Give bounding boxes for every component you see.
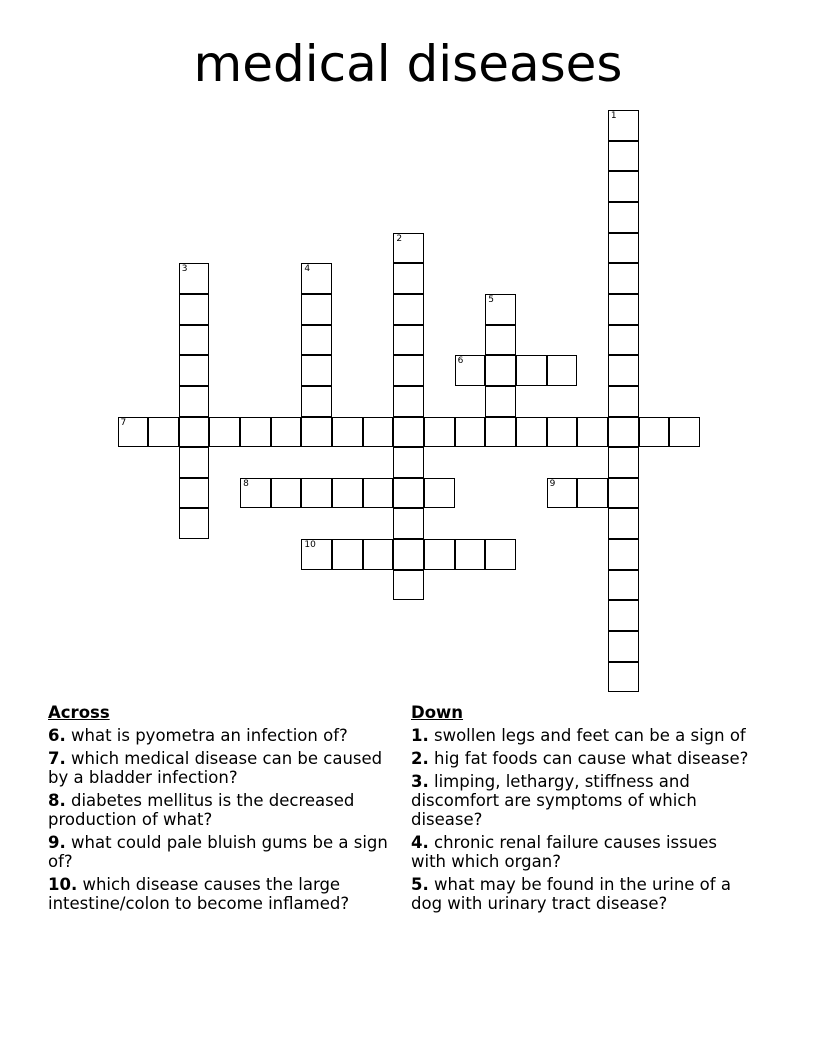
cell-number: 7 <box>120 417 127 428</box>
grid-cell[interactable] <box>424 539 455 570</box>
grid-cell[interactable] <box>271 417 302 448</box>
clue-across-10 <box>48 875 388 913</box>
grid-cell[interactable] <box>485 386 516 417</box>
grid-cell[interactable] <box>608 141 639 172</box>
grid-cell[interactable] <box>485 355 516 386</box>
clue-number: 8. <box>48 791 66 810</box>
grid-cell[interactable] <box>393 263 424 294</box>
grid-cell[interactable] <box>608 478 639 509</box>
grid-cell[interactable] <box>485 294 516 325</box>
grid-cell[interactable] <box>179 325 210 356</box>
clue-text: chronic renal failure causes issues with which organ? <box>411 833 717 871</box>
cell-number: 2 <box>396 233 403 244</box>
grid-cell[interactable] <box>608 600 639 631</box>
grid-cell[interactable] <box>608 631 639 662</box>
cell-number: 5 <box>488 294 495 305</box>
grid-cell[interactable] <box>363 478 394 509</box>
clue-number: 4. <box>411 833 429 852</box>
clue-down-1 <box>411 726 756 745</box>
cell-number: 6 <box>457 356 464 367</box>
clue-across-8 <box>48 791 388 829</box>
clue-text: which disease causes the large intestine/colon to become inflamed? <box>48 875 350 913</box>
clue-across-7 <box>48 749 388 787</box>
clue-text: limping, lethargy, stiffness and discomfort are symptoms of which disease? <box>411 772 697 829</box>
grid-cell[interactable] <box>516 355 547 386</box>
grid-cell[interactable] <box>179 417 210 448</box>
grid-cell[interactable] <box>608 294 639 325</box>
grid-cell[interactable] <box>271 478 302 509</box>
grid-cell[interactable] <box>301 355 332 386</box>
clue-number: 1. <box>411 726 429 745</box>
grid-cell[interactable] <box>301 294 332 325</box>
grid-cell[interactable] <box>608 263 639 294</box>
grid-cell[interactable] <box>608 171 639 202</box>
clue-number: 2. <box>411 749 429 768</box>
grid-cell[interactable] <box>363 417 394 448</box>
clue-number: 6. <box>48 726 66 745</box>
grid-cell[interactable] <box>608 662 639 693</box>
clue-across-6 <box>48 726 388 745</box>
grid-cell[interactable] <box>577 417 608 448</box>
grid-cell[interactable] <box>608 539 639 570</box>
grid-cell[interactable] <box>455 417 486 448</box>
grid-cell[interactable] <box>608 508 639 539</box>
grid-cell[interactable] <box>240 478 271 509</box>
grid-cell[interactable] <box>485 325 516 356</box>
grid-cell[interactable] <box>179 386 210 417</box>
grid-cell[interactable] <box>240 417 271 448</box>
grid-cell[interactable] <box>301 325 332 356</box>
grid-cell[interactable] <box>301 417 332 448</box>
grid-cell[interactable] <box>363 539 394 570</box>
grid-cell[interactable] <box>332 478 363 509</box>
clue-across-9 <box>48 833 388 871</box>
grid-cell[interactable] <box>301 386 332 417</box>
grid-cell[interactable] <box>301 478 332 509</box>
grid-cell[interactable] <box>179 355 210 386</box>
grid-cell[interactable] <box>608 110 639 141</box>
grid-cell[interactable] <box>608 447 639 478</box>
grid-cell[interactable] <box>455 539 486 570</box>
grid-cell[interactable] <box>179 508 210 539</box>
grid-cell[interactable] <box>179 478 210 509</box>
grid-cell[interactable] <box>485 417 516 448</box>
grid-cell[interactable] <box>455 355 486 386</box>
grid-cell[interactable] <box>332 539 363 570</box>
clue-text: which medical disease can be caused by a bladder infection? <box>48 749 383 787</box>
down-clues <box>411 703 756 917</box>
clue-text: what may be found in the urine of a dog with urinary tract disease? <box>411 875 731 913</box>
clue-number: 3. <box>411 772 429 791</box>
grid-cell[interactable] <box>577 478 608 509</box>
grid-cell[interactable] <box>516 417 547 448</box>
clue-text: swollen legs and feet can be a sign of <box>434 726 746 745</box>
clue-number: 5. <box>411 875 429 894</box>
clue-down-2 <box>411 749 756 768</box>
grid-cell[interactable] <box>148 417 179 448</box>
cell-number: 4 <box>304 264 311 275</box>
grid-cell[interactable] <box>393 570 424 601</box>
clue-number: 10. <box>48 875 78 894</box>
cell-number: 10 <box>304 540 316 551</box>
across-clues <box>48 703 388 917</box>
grid-cell[interactable] <box>332 417 363 448</box>
grid-cell[interactable] <box>485 539 516 570</box>
clue-text: what is pyometra an infection of? <box>71 726 348 745</box>
grid-cell[interactable] <box>393 355 424 386</box>
grid-cell[interactable] <box>179 294 210 325</box>
across-heading: Across <box>48 703 110 722</box>
clue-text: diabetes mellitus is the decreased production of what? <box>48 791 355 829</box>
down-heading: Down <box>411 703 464 722</box>
grid-cell[interactable] <box>118 417 149 448</box>
grid-cell[interactable] <box>669 417 700 448</box>
grid-cell[interactable] <box>209 417 240 448</box>
clue-number: 7. <box>48 749 66 768</box>
clue-text: what could pale bluish gums be a sign of? <box>48 833 388 871</box>
grid-cell[interactable] <box>608 417 639 448</box>
clue-down-5 <box>411 875 756 913</box>
grid-cell[interactable] <box>547 417 578 448</box>
clue-down-3 <box>411 772 756 829</box>
clue-number: 9. <box>48 833 66 852</box>
grid-cell[interactable] <box>608 570 639 601</box>
grid-cell[interactable] <box>393 325 424 356</box>
grid-cell[interactable] <box>393 233 424 264</box>
grid-cell[interactable] <box>393 417 424 448</box>
grid-cell[interactable] <box>179 263 210 294</box>
grid-cell[interactable] <box>608 325 639 356</box>
grid-cell[interactable] <box>393 447 424 478</box>
grid-cell[interactable] <box>639 417 670 448</box>
grid-cell[interactable] <box>424 478 455 509</box>
cell-number: 8 <box>243 478 249 489</box>
grid-cell[interactable] <box>608 355 639 386</box>
cell-number: 3 <box>181 264 188 275</box>
clue-down-4 <box>411 833 756 871</box>
grid-cell[interactable] <box>393 478 424 509</box>
page-title: medical diseases <box>193 35 623 93</box>
grid-cell[interactable] <box>547 355 578 386</box>
cell-number: 9 <box>549 478 556 489</box>
grid-cell[interactable] <box>393 386 424 417</box>
grid-cell[interactable] <box>608 233 639 264</box>
grid-cell[interactable] <box>608 386 639 417</box>
clue-text: hig fat foods can cause what disease? <box>434 749 749 768</box>
grid-cell[interactable] <box>424 417 455 448</box>
grid-cell[interactable] <box>179 447 210 478</box>
grid-cell[interactable] <box>608 202 639 233</box>
grid-cell[interactable] <box>547 478 578 509</box>
grid-cell[interactable] <box>393 294 424 325</box>
cell-number: 1 <box>610 111 617 121</box>
grid-cell[interactable] <box>301 539 332 570</box>
grid-cell[interactable] <box>393 508 424 539</box>
grid-cell[interactable] <box>301 263 332 294</box>
grid-cell[interactable] <box>393 539 424 570</box>
